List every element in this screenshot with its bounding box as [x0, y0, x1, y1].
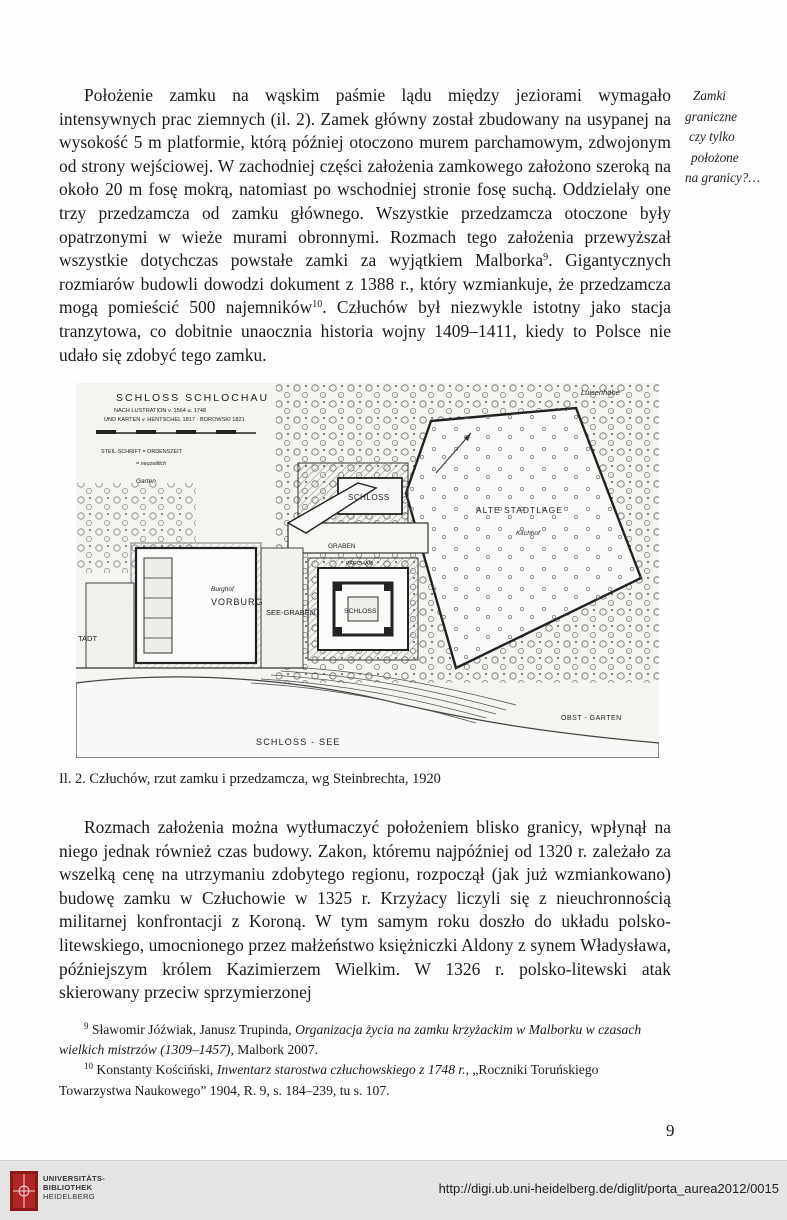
- library-footer-bar: [0, 1160, 787, 1220]
- map-label-kirchhof: Kirchhof: [516, 530, 540, 537]
- map-label-see-graben: SEE-GRABEN: [266, 608, 316, 617]
- margin-note-line: na granicy?…: [685, 170, 761, 186]
- footnote-10: [59, 1060, 671, 1100]
- paragraph-1-part1: Położenie zamku na wąskim paśmie lądu między jeziorami wymagało intensywnych prac ziemnych (il. 2). Zamek główny został zbudowany na usypanej na wysokość 5 m platformie, którą później otoczono murem parchamowym, zdwojonym od strony wejściowej. W zachodniej części założenia zamkowego założono szeroką na około 20 m fosę mokrą, natomiast po wschodniej stronie fosę suchą. Oddzielały one trzy przedzamcza od zamku głównego. Wszystkie przedzamcza otoczone były opatrzonymi w wieże murami obronnymi. Rozmach tego założenia przewyższał wszystkie dotychczas powstałe zamki za wyjątkiem Malborka: [59, 85, 671, 271]
- footnote-9: [59, 1020, 671, 1060]
- footnote-author: Sławomir Jóźwiak, Janusz Trupinda,: [91, 1022, 296, 1037]
- footnote-rest: , Malbork 2007.: [230, 1042, 319, 1058]
- paragraph-1-part2: . Gigantycznych rozmiarów budowli dowodzi dokument z 1388 r., który wzmiankuje, że przedzamcza mogą pomieścić 500 najemników: [59, 250, 671, 318]
- map-label-burghof: Burghof: [211, 586, 234, 593]
- castle-plan-map: [76, 383, 659, 758]
- map-label-schloss-main: SCHLOSS: [344, 608, 377, 615]
- margin-note-line: graniczne: [685, 108, 738, 124]
- map-label-luisenhohe: Luisenhöhe: [581, 388, 620, 397]
- footnote-author: Konstanty Kościński,: [96, 1062, 217, 1078]
- footnote-title: Inwentarz starostwa człuchowskiego z 1748 r.: [216, 1062, 466, 1078]
- map-label-obst-garten: OBST - GARTEN: [561, 715, 622, 722]
- margin-note-line: położone: [691, 149, 739, 165]
- library-seal-icon: [9, 1170, 39, 1212]
- source-url-link[interactable]: http://digi.ub.uni-heidelberg.de/diglit/porta_aurea2012/0015: [438, 1181, 779, 1196]
- university-library-logo[interactable]: [9, 1170, 149, 1212]
- footnote-number: 9: [84, 1021, 89, 1031]
- map-legend-1: STEIL-SCHRIFT = ORDENSZEIT: [101, 449, 182, 455]
- map-subtitle-2: UND KARTEN v. HENTSCHEL 1817 · BOROWSKI 1821: [104, 417, 245, 423]
- page-number: 9: [666, 1121, 675, 1140]
- map-label-vorburg: VORBURG: [211, 597, 264, 607]
- map-subtitle-1: NACH LUSTRATION v. 1564 u. 1748: [114, 408, 207, 414]
- map-label-schloss-see: SCHLOSS - SEE: [256, 737, 341, 747]
- map-label-garten: Garten: [136, 478, 156, 485]
- margin-note-line: Zamki: [693, 88, 726, 103]
- margin-note-line: czy tylko: [689, 129, 735, 145]
- library-name-line: UNIVERSITÄTS-: [43, 1174, 106, 1183]
- paragraph-2: Rozmach założenia można wytłumaczyć położeniem blisko granicy, wpłynął na niego jednak również czas budowy. Zakon, któremu najpóźniej od 1320 r. zależało za wszelką cenę na utrzymaniu zdobytego regionu, rozpoczął (jak już wzmiankowano) budowę zamku w Człuchowie w 1325 r. Krzyżacy liczyli się z nieuchronnością militarnej konfrontacji z Koroną. W tym samym roku doszło do układu polsko-litewskiego, umocnionego przez małżeństwo księżniczki Aldony z synem Władysława, późniejszym królem Kazimierzem Wielkim. W 1326 r. polsko-litewski atak skierowany przeciw sprzymierzonej: [59, 817, 671, 1003]
- castle-plan-figure: [76, 383, 659, 758]
- map-title: SCHLOSS SCHLOCHAU: [116, 392, 270, 404]
- footnotes: [59, 1020, 671, 1101]
- footnote-ref-10[interactable]: 10: [312, 299, 323, 311]
- map-label-schloss-north: SCHLOSS: [348, 493, 390, 502]
- margin-note: [685, 86, 785, 189]
- footnote-rest: , „Roczniki Toruńskiego Towarzystwa Naukowego” 1904, R. 9, s. 184–239, tu s. 107.: [59, 1062, 599, 1098]
- paragraph-1: [59, 84, 671, 367]
- library-name: [43, 1174, 105, 1202]
- paragraph-1-part3: . Człuchów był niezwykle istotny jako stacja tranzytowa, co dobitnie unaocznia historia wojny 1409–1411, kiedy to Polsce nie udało się zdobyć tego zamku.: [59, 297, 671, 365]
- library-name-line: BIBLIOTHEK: [43, 1183, 93, 1193]
- figure-caption: Il. 2. Człuchów, rzut zamku i przedzamcza, wg Steinbrechta, 1920: [59, 771, 441, 787]
- library-name-line: HEIDELBERG: [43, 1192, 95, 1202]
- map-label-parcham: PARCHAM: [346, 561, 374, 567]
- map-label-graben: GRABEN: [328, 543, 356, 550]
- map-label-stadt: TADT: [78, 634, 98, 643]
- footnote-title: Organizacja życia na zamku krzyżackim w Malborku w czasach wielkich mistrzów (1309–1457): [59, 1022, 642, 1058]
- footnote-ref-9[interactable]: 9: [543, 252, 549, 264]
- map-label-alte-stadtlage: ALTE STADTLAGE: [476, 505, 563, 515]
- map-legend-2: = neuzeitlich: [136, 461, 167, 467]
- footnote-number: 10: [84, 1061, 93, 1072]
